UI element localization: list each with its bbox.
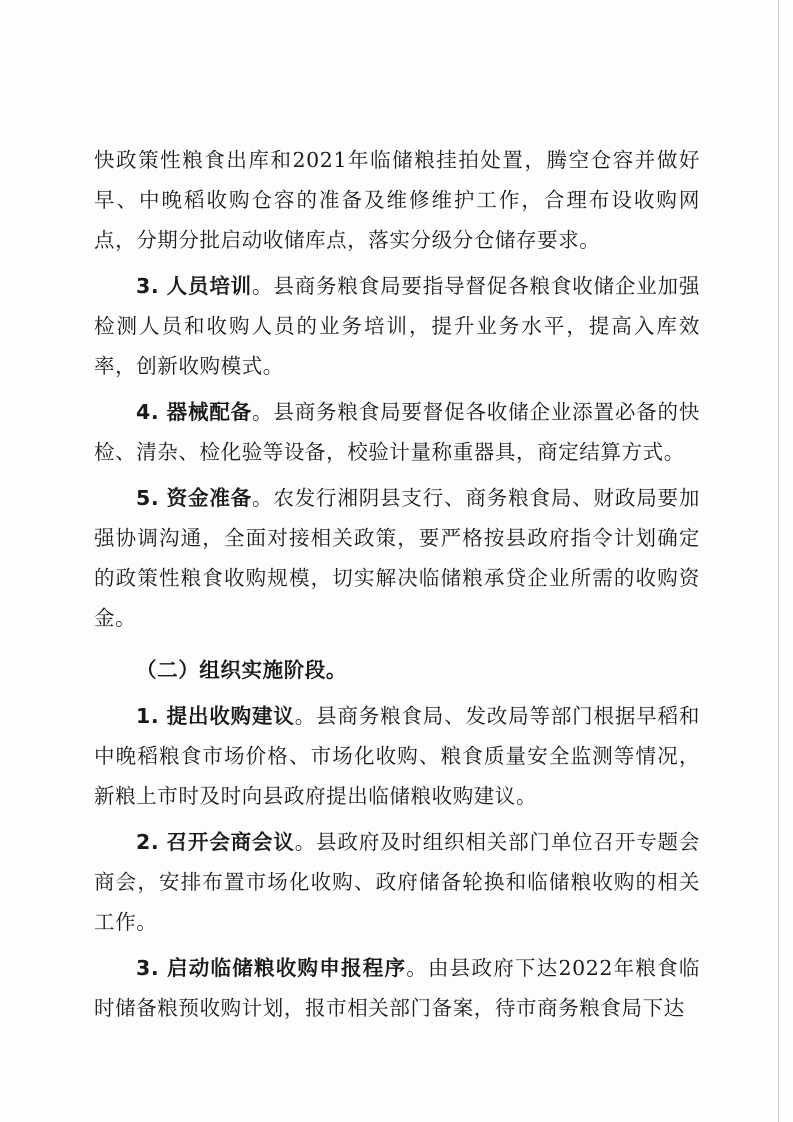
prep-item-5-body: 。农发行湘阴县支行、商务粮食局、财政局要加强协调沟通，全面对接相关政策，要严格按县政府指令计划确定的政策性粮食收购规模，切实解决临储粮承贷企业所需的收购资金。 (94, 486, 700, 630)
scan-edge-line (778, 0, 779, 1122)
impl-item-2-number: 2. (136, 830, 160, 854)
impl-item-2 (94, 822, 700, 942)
impl-item-1-body: 。县商务粮食局、发改局等部门根据早稻和中晚稻粮食市场价格、市场化收购、粮食质量安全监测等情况，新粮上市时及时向县政府提出临储粮收购建议。 (94, 704, 700, 808)
impl-item-1-title: 提出收购建议 (166, 704, 295, 728)
prep-item-5 (94, 478, 700, 638)
prep-item-5-title: 资金准备 (166, 486, 253, 510)
impl-item-3-number: 3. (136, 956, 160, 980)
impl-item-3 (94, 948, 700, 1028)
impl-item-2-title: 召开会商会议 (166, 830, 295, 854)
document-body (94, 140, 700, 1028)
prep-item-5-number: 5. (136, 486, 160, 510)
intro-paragraph: 快政策性粮食出库和2021年临储粮挂拍处置，腾空仓容并做好早、中晚稻收购仓容的准备及维修维护工作，合理布设收购网点，分期分批启动收储库点，落实分级分仓储存要求。 (94, 148, 700, 252)
impl-item-2-body: 。县政府及时组织相关部门单位召开专题会商会，安排布置市场化收购、政府储备轮换和临储粮收购的相关工作。 (94, 830, 700, 934)
prep-item-4-title: 器械配备 (166, 400, 253, 424)
prep-item-4-number: 4. (136, 400, 160, 424)
prep-item-4 (94, 392, 700, 472)
impl-item-3-title: 启动临储粮收购申报程序 (167, 956, 407, 980)
prep-item-3 (94, 266, 700, 386)
prep-item-3-body: 。县商务粮食局要指导督促各粮食收储企业加强检测人员和收购人员的业务培训，提升业务水平，提高入库效率，创新收购模式。 (94, 274, 700, 378)
impl-item-1 (94, 696, 700, 816)
impl-item-1-number: 1. (136, 704, 160, 728)
prep-item-3-title: 人员培训 (166, 274, 253, 298)
prep-item-3-number: 3. (136, 274, 160, 298)
prep-item-4-body: 。县商务粮食局要督促各收储企业添置必备的快检、清杂、检化验等设备，校验计量称重器具，商定结算方式。 (94, 400, 700, 464)
impl-item-3-body: 。由县政府下达2022年粮食临时储备粮预收购计划，报市相关部门备案，待市商务粮食局下达 (94, 956, 700, 1020)
section-heading-implementation: （二）组织实施阶段。 (136, 658, 347, 682)
